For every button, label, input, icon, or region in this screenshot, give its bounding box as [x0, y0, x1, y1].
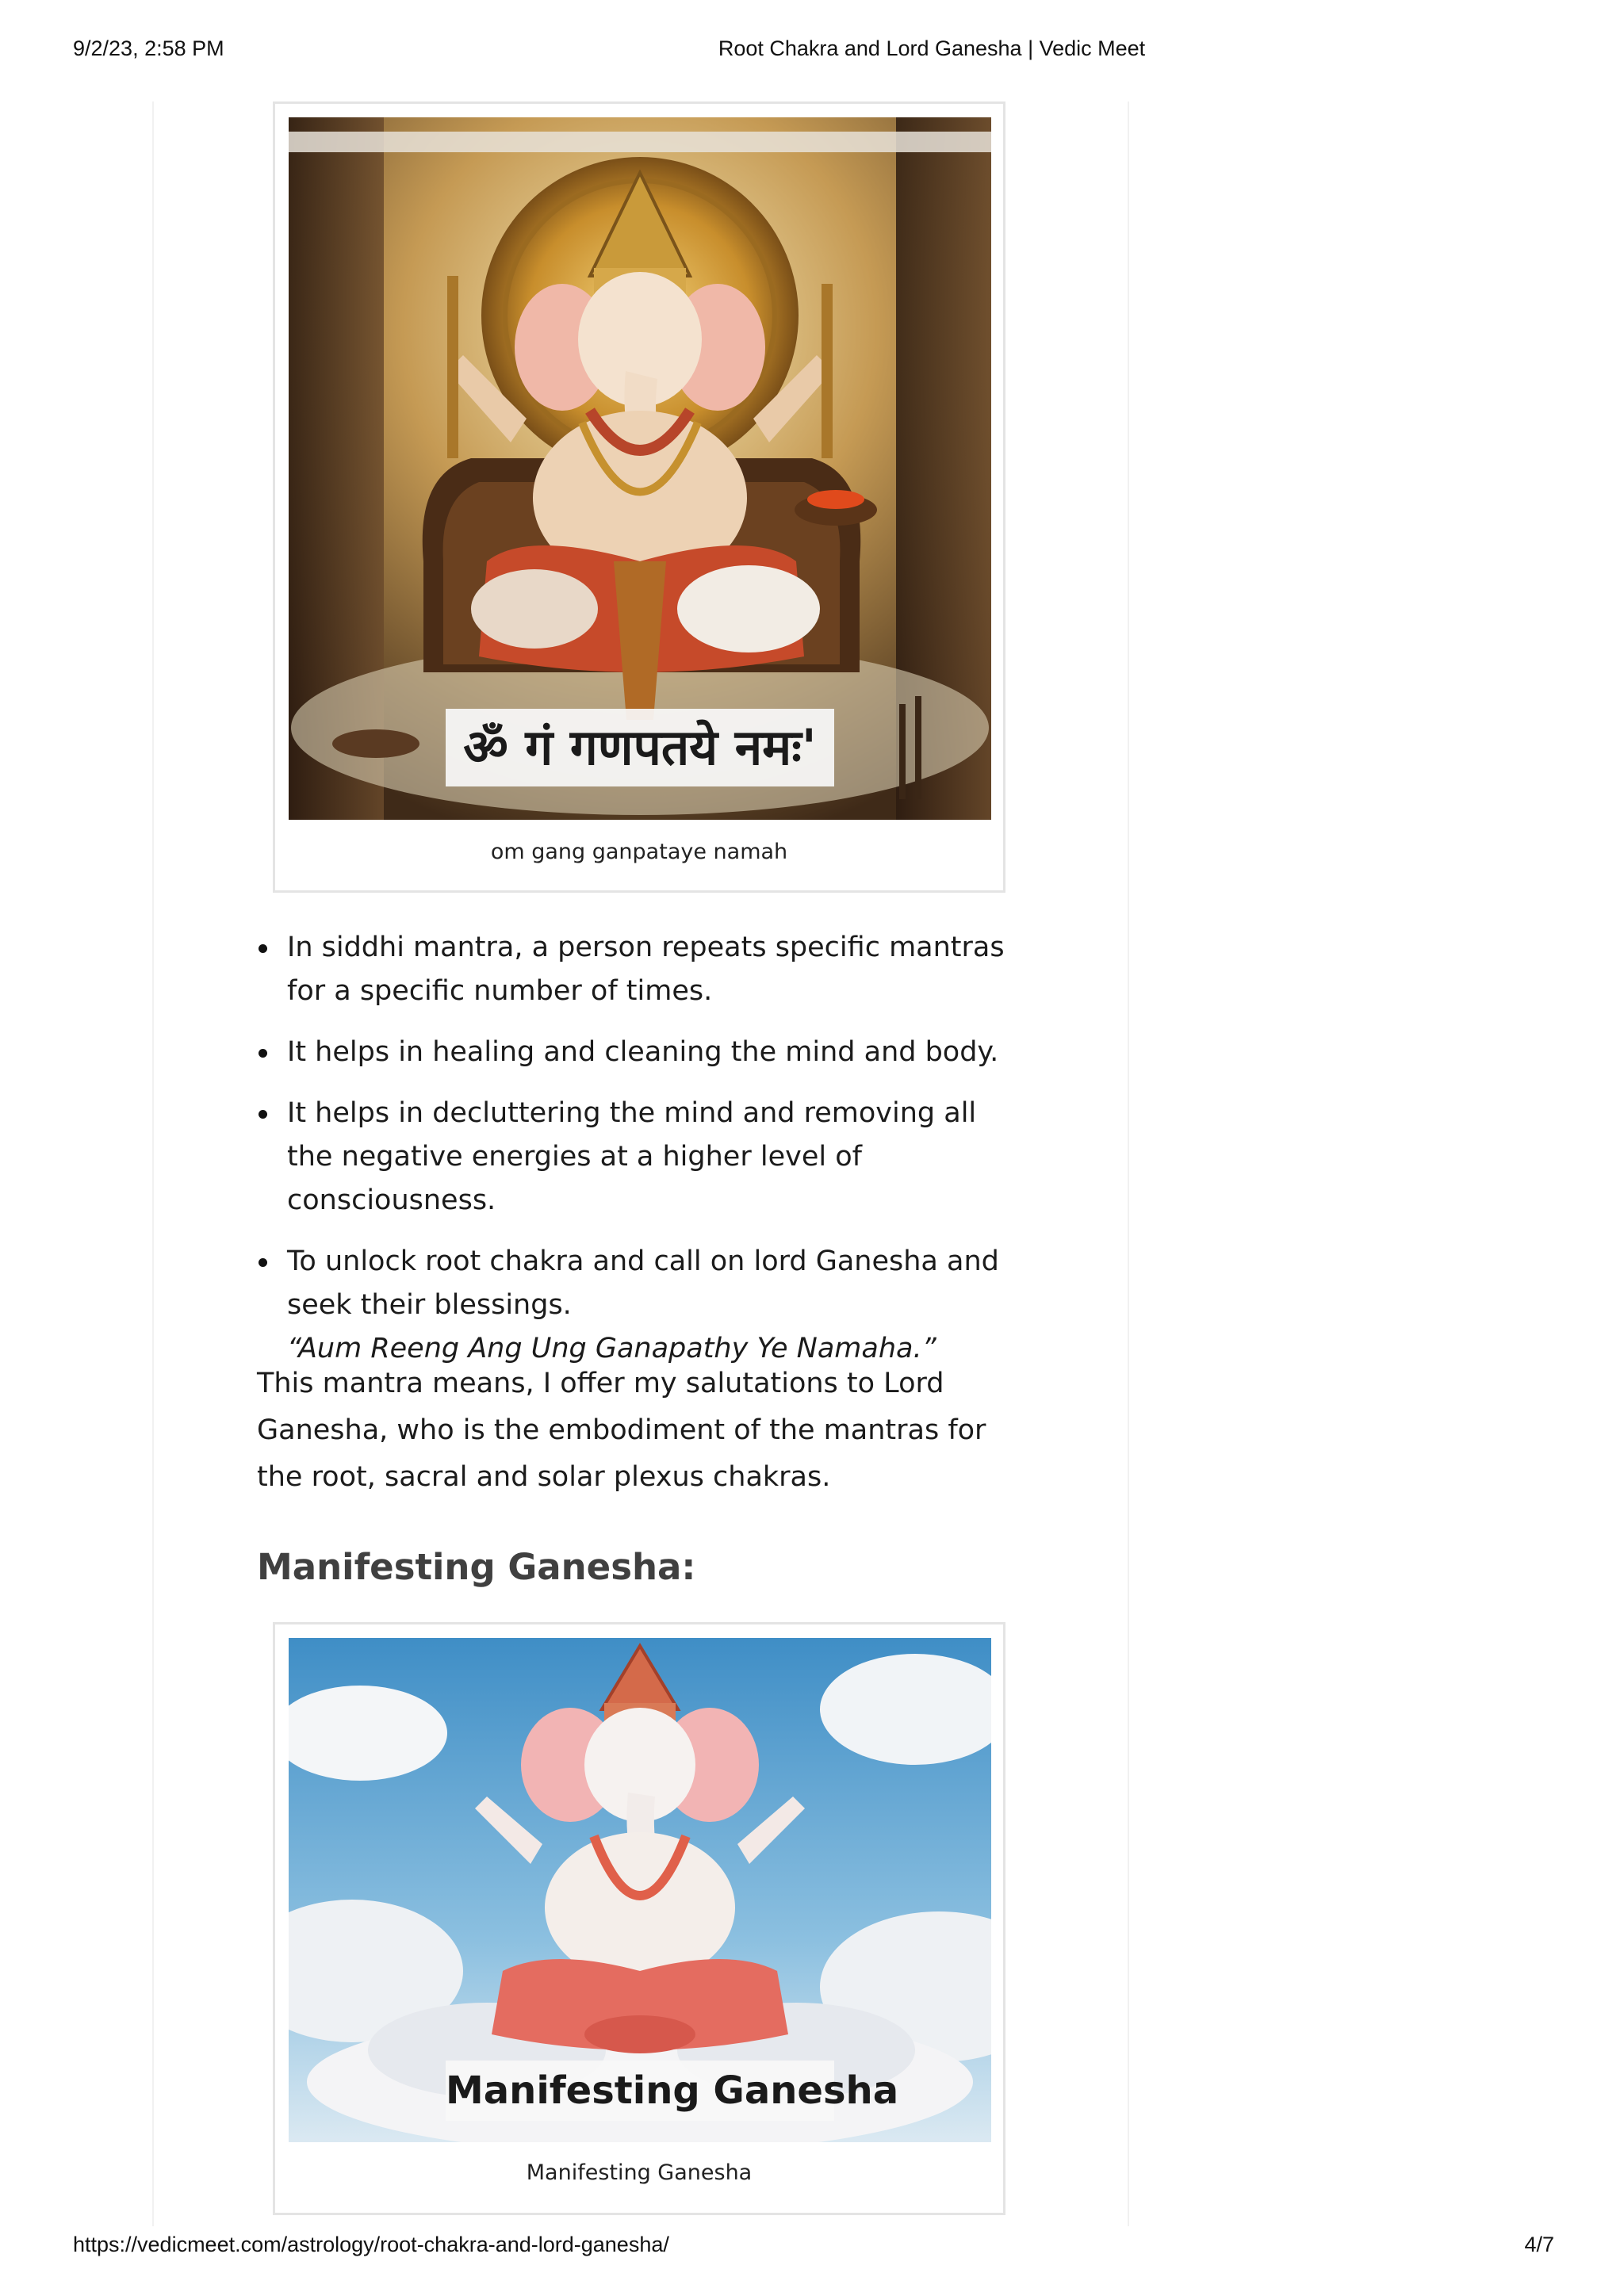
figure-caption: Manifesting Ganesha — [526, 2160, 753, 2185]
list-item — [257, 1092, 1018, 1223]
mantra-overlay-label: ॐ गं गणपतये नमः' — [446, 709, 834, 786]
list-item-text: To unlock root chakra and call on lord Ganesha and seek their blessings. — [287, 1246, 999, 1321]
mantra-meaning-paragraph: This mantra means, I offer my salutations to Lord Ganesha, who is the embodiment of the mantras for the root, sacral and solar plexus chakras. — [257, 1368, 986, 1493]
print-footer — [0, 2233, 1624, 2280]
manifesting-ganesha-figure — [273, 1622, 1005, 2215]
manifesting-overlay-label: Manifesting Ganesha — [446, 2061, 834, 2121]
ganesha-temple-image — [289, 117, 991, 820]
ganesha-mantra-figure — [273, 101, 1005, 893]
manifesting-ganesha-image — [289, 1638, 991, 2142]
list-item — [257, 1240, 1018, 1371]
list-item — [257, 1031, 1018, 1074]
page-number: 4/7 — [1524, 2233, 1554, 2256]
list-item-text: It helps in healing and cleaning the mind and body. — [287, 1036, 999, 1068]
benefits-list — [257, 926, 1018, 1388]
list-item-text: It helps in decluttering the mind and removing all the negative energies at a higher level of consciousness. — [287, 1097, 977, 1216]
list-item — [257, 926, 1018, 1013]
mantra-quote: “Aum Reeng Ang Ung Ganapathy Ye Namaha.” — [287, 1333, 936, 1364]
figure-caption: om gang ganpataye namah — [490, 840, 788, 864]
list-item-text: In siddhi mantra, a person repeats specific mantras for a specific number of times. — [287, 932, 1005, 1007]
print-page-title: Root Chakra and Lord Ganesha | Vedic Meet — [718, 36, 1146, 60]
print-datetime: 9/2/23, 2:58 PM — [73, 36, 224, 60]
page-url: https://vedicmeet.com/astrology/root-chakra-and-lord-ganesha/ — [73, 2233, 669, 2256]
print-header — [0, 36, 1624, 84]
section-heading: Manifesting Ganesha: — [257, 1546, 696, 1588]
